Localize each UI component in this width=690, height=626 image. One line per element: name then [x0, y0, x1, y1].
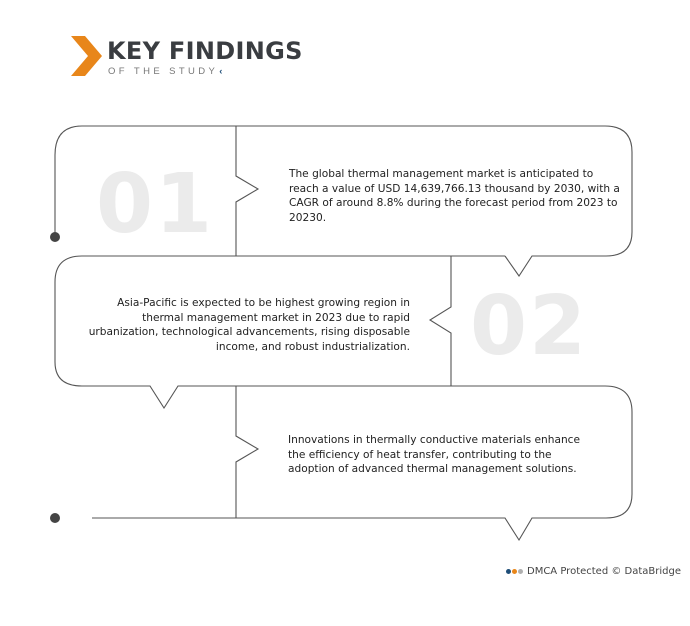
dot-icon [512, 569, 517, 574]
dot-icon [506, 569, 511, 574]
finding-text-02: Asia-Pacific is expected to be highest growing region in thermal management market in 2023 due to rapid urbanization, technological advancements, rising disposable income, and robust industrialization. [88, 297, 410, 353]
dmca-footer[interactable] [506, 566, 681, 577]
chevron-left-icon: ‹ [219, 66, 223, 77]
page-title: KEY FINDINGS [107, 37, 303, 65]
finding-text-03: Innovations in thermally conductive materials enhance the efficiency of heat transfer, contributing to the adoption of advanced thermal management solutions. [288, 434, 581, 475]
dot-icon [518, 569, 523, 574]
dmca-text: DMCA Protected © DataBridge [527, 566, 682, 577]
finding-number-02: 02 [470, 279, 589, 374]
finding-number-01: 01 [96, 157, 215, 252]
page-subtitle: OF THE STUDY‹ [108, 66, 223, 77]
finding-text-01: The global thermal management market is anticipated to reach a value of USD 14,639,766.13 thousand by 2030, with a CAGR of around 8.8% during the forecast period from 2023 to 20230. [289, 168, 620, 224]
